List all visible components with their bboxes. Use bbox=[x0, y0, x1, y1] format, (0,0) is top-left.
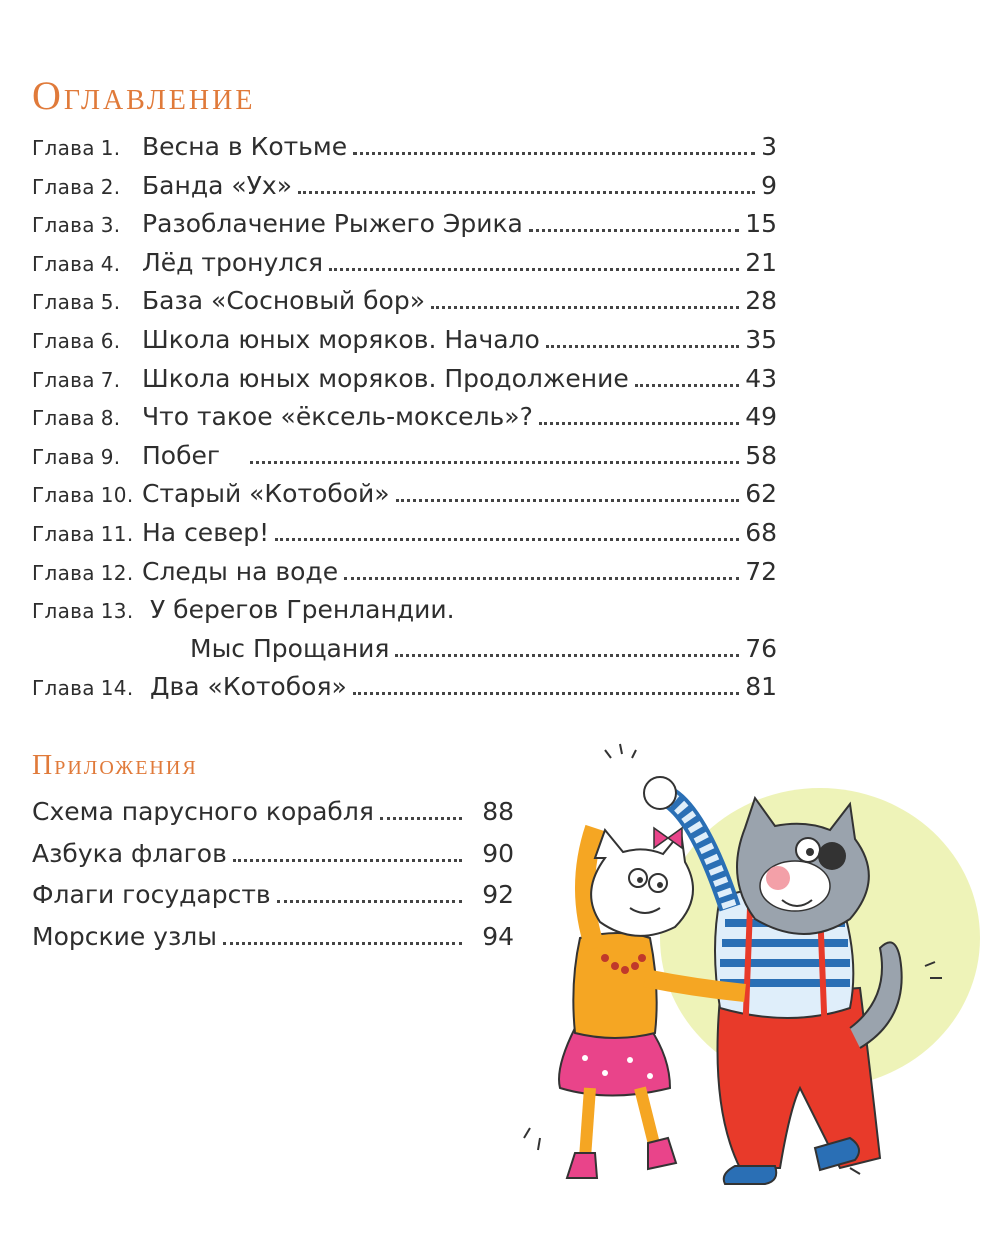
chapter-title: Лёд тронулся bbox=[142, 247, 324, 277]
chapter-prefix: Глава 1. bbox=[32, 136, 121, 160]
leader-dots bbox=[380, 817, 462, 820]
toc-row[interactable] bbox=[32, 479, 777, 518]
appendix-item-page: 90 bbox=[482, 838, 514, 868]
toc-row[interactable] bbox=[32, 364, 777, 403]
toc-title: Оглавление bbox=[32, 73, 256, 118]
toc-row[interactable] bbox=[32, 595, 777, 672]
toc-row[interactable] bbox=[32, 132, 777, 171]
appendix-item-title: Морские узлы bbox=[32, 921, 217, 951]
chapter-page: 28 bbox=[745, 286, 777, 316]
appendix-list bbox=[32, 797, 514, 963]
chapter-page: 9 bbox=[761, 170, 777, 200]
toc-row[interactable] bbox=[32, 248, 777, 287]
chapter-prefix: Глава 14. bbox=[32, 676, 134, 701]
appendix-title: Приложения bbox=[32, 750, 198, 781]
appendix-row[interactable] bbox=[32, 839, 514, 881]
chapter-page: 68 bbox=[745, 517, 777, 547]
chapter-title: Побег bbox=[142, 440, 221, 470]
chapter-prefix: Глава 11. bbox=[32, 521, 134, 546]
toc-row[interactable] bbox=[32, 286, 777, 325]
leader-dots bbox=[329, 268, 739, 271]
toc-row[interactable] bbox=[32, 171, 777, 210]
leader-dots bbox=[233, 859, 462, 862]
appendix-row[interactable] bbox=[32, 880, 514, 922]
chapter-page: 35 bbox=[745, 324, 777, 354]
leader-dots bbox=[223, 942, 462, 945]
chapter-prefix: Глава 9. bbox=[32, 444, 121, 469]
appendix-item-title: Схема парусного корабля bbox=[32, 797, 374, 826]
toc-row[interactable] bbox=[32, 518, 777, 557]
leader-dots bbox=[277, 900, 463, 903]
chapter-page: 49 bbox=[745, 402, 777, 432]
chapter-prefix: Глава 8. bbox=[32, 406, 121, 431]
toc-row[interactable] bbox=[32, 672, 777, 711]
chapter-page: 21 bbox=[745, 247, 777, 277]
chapter-page: 62 bbox=[745, 479, 777, 509]
dancing-cats-illustration bbox=[520, 738, 980, 1218]
chapter-prefix: Глава 12. bbox=[32, 560, 134, 585]
chapter-page: 3 bbox=[761, 132, 777, 161]
appendix-item-page: 94 bbox=[482, 921, 514, 951]
chapter-prefix: Глава 7. bbox=[32, 367, 121, 392]
toc-row[interactable] bbox=[32, 209, 777, 248]
chapter-prefix: Глава 5. bbox=[32, 290, 121, 315]
toc-row[interactable] bbox=[32, 325, 777, 364]
raised-hands bbox=[644, 777, 676, 809]
appendix-item-page: 92 bbox=[482, 880, 514, 909]
toc-list bbox=[32, 132, 777, 711]
leader-dots bbox=[529, 229, 739, 232]
chapter-prefix: Глава 10. bbox=[32, 483, 134, 508]
chapter-title: База «Сосновый бор» bbox=[142, 286, 426, 316]
toc-row[interactable] bbox=[32, 402, 777, 441]
chapter-page: 58 bbox=[745, 440, 777, 470]
chapter-title: Весна в Котьме bbox=[142, 132, 348, 161]
leader-dots bbox=[353, 692, 739, 695]
appendix-row[interactable] bbox=[32, 922, 514, 964]
leader-dots bbox=[344, 577, 739, 580]
chapter-prefix: Глава 2. bbox=[32, 174, 121, 199]
appendix-row[interactable] bbox=[32, 797, 514, 839]
chapter-title: Школа юных моряков. Продолжение bbox=[142, 363, 629, 393]
chapter-page: 43 bbox=[745, 363, 777, 393]
chapter-prefix: Глава 4. bbox=[32, 251, 121, 276]
chapter-title: Банда «Ух» bbox=[142, 170, 292, 200]
leader-dots bbox=[635, 384, 739, 387]
chapter-page: 81 bbox=[745, 672, 777, 702]
toc-row[interactable] bbox=[32, 557, 777, 596]
chapter-title: Что такое «ёксель-моксель»? bbox=[142, 402, 533, 432]
appendix-item-page: 88 bbox=[482, 797, 514, 826]
leader-dots bbox=[275, 538, 739, 541]
leader-dots bbox=[395, 654, 739, 657]
chapter-title: Два «Котобоя» bbox=[150, 672, 347, 702]
toc-row[interactable] bbox=[32, 441, 777, 480]
chapter-title-continued: Мыс Прощания bbox=[190, 633, 390, 663]
appendix-item-title: Азбука флагов bbox=[32, 838, 227, 868]
chapter-title: У берегов Гренландии. bbox=[150, 595, 455, 625]
leader-dots bbox=[353, 152, 755, 155]
nose-blush bbox=[766, 866, 790, 890]
chapter-prefix: Глава 6. bbox=[32, 328, 121, 353]
leader-dots bbox=[431, 306, 739, 309]
appendix-item-title: Флаги государств bbox=[32, 880, 271, 909]
chapter-page: 76 bbox=[745, 633, 777, 663]
leader-dots bbox=[396, 499, 740, 502]
leader-dots bbox=[250, 461, 739, 464]
leader-dots bbox=[539, 422, 739, 425]
chapter-prefix: Глава 13. bbox=[32, 599, 134, 624]
chapter-title: Школа юных моряков. Начало bbox=[142, 324, 540, 354]
chapter-title: На север! bbox=[142, 517, 270, 547]
chapter-page: 72 bbox=[745, 556, 777, 586]
chapter-title: Разоблачение Рыжего Эрика bbox=[142, 209, 523, 239]
bow-icon bbox=[654, 828, 682, 848]
chapter-title: Следы на воде bbox=[142, 556, 339, 586]
chapter-title: Старый «Котобой» bbox=[142, 479, 390, 509]
leader-dots bbox=[546, 345, 739, 348]
leader-dots bbox=[298, 191, 755, 194]
chapter-page: 15 bbox=[745, 209, 777, 239]
chapter-prefix: Глава 3. bbox=[32, 213, 121, 238]
